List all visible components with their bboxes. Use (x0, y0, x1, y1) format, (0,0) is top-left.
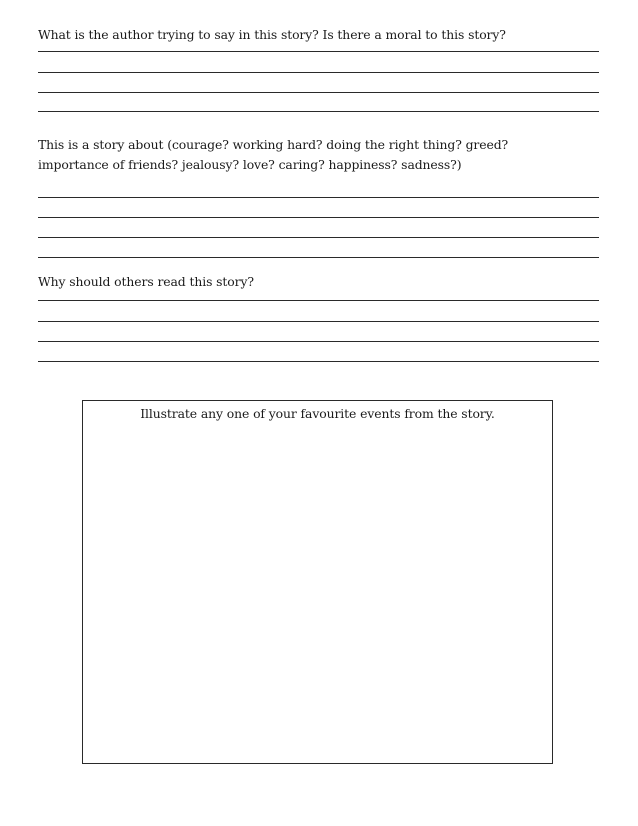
answer-line[interactable] (38, 361, 599, 362)
answer-line[interactable] (38, 300, 599, 301)
illustration-box[interactable] (82, 400, 553, 764)
question-story-about-line2: importance of friends? jealousy? love? caring? happiness? sadness?) (38, 157, 462, 172)
answer-line[interactable] (38, 72, 599, 73)
answer-line[interactable] (38, 51, 599, 52)
answer-line[interactable] (38, 92, 599, 93)
answer-line[interactable] (38, 257, 599, 258)
answer-line[interactable] (38, 217, 599, 218)
answer-line[interactable] (38, 111, 599, 112)
answer-line[interactable] (38, 237, 599, 238)
illustration-caption: Illustrate any one of your favourite events from the story. (140, 406, 495, 421)
question-moral: What is the author trying to say in this story? Is there a moral to this story? (38, 27, 506, 42)
question-story-about-line1: This is a story about (courage? working hard? doing the right thing? greed? (38, 137, 509, 152)
answer-line[interactable] (38, 197, 599, 198)
question-why-read: Why should others read this story? (38, 274, 254, 289)
answer-line[interactable] (38, 341, 599, 342)
answer-line[interactable] (38, 321, 599, 322)
